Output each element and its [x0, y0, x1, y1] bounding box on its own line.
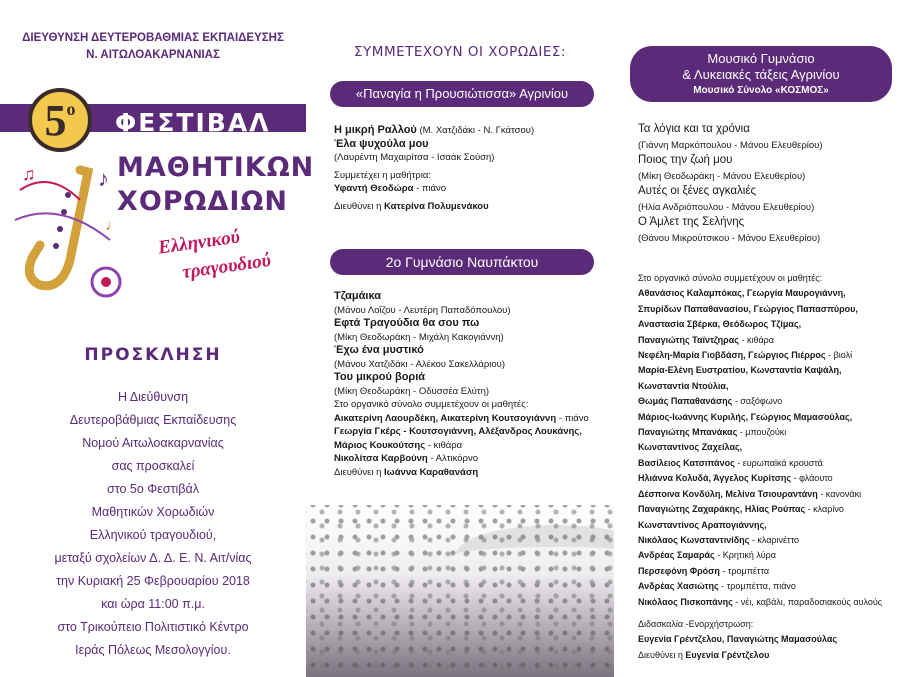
- director-name: Ιωάννα Καραθανάση: [384, 466, 479, 478]
- song-credit: (Μάνου Χατζιδάκι - Αλέκου Σακελλάριου): [334, 358, 505, 370]
- org-line-1: ΔΙΕΥΘΥΝΣΗ ΔΕΥΤΕΡΟΒΑΘΜΙΑΣ ΕΚΠΑΙΔΕΥΣΗΣ: [22, 32, 284, 44]
- school-program: [638, 122, 903, 246]
- invite-line: Δευτεροβάθμιας Εκπαίδευσης: [69, 413, 237, 427]
- song-title: Αυτές οι ξένες αγκαλιές: [638, 185, 757, 197]
- festival-title-line3: ΧΟΡΩΔΙΩΝ: [117, 186, 289, 217]
- participant-label: Συμμετέχει η μαθήτρια:: [334, 169, 432, 181]
- section-title: ΣΥΜΜΕΤΕΧΟΥΝ ΟΙ ΧΟΡΩΔΙΕΣ:: [354, 44, 566, 60]
- song-title: Έλα ψυχούλα μου: [334, 137, 429, 150]
- member-names: Αικατερίνη Λαουρδέκη, Αικατερίνη Κουτσογιάννη: [334, 412, 557, 424]
- list-item: Κωνσταντία Ντούλια,: [638, 380, 729, 391]
- member-role: - Αλτικόρνο: [427, 453, 478, 464]
- organization-header: [0, 30, 306, 64]
- school-name-line1: Μουσικό Γυμνάσιο: [707, 51, 815, 66]
- song-title: Έχω ένα μυστικό: [334, 344, 424, 356]
- invite-line: Ελληνικού τραγουδιού,: [89, 528, 217, 542]
- list-item: Μάριος-Ιωάννης Κυριλής, Γεώργιος Μαμασούλας,: [638, 411, 853, 422]
- ensemble-members: [638, 271, 906, 663]
- song-credit: (Μίκη Θεοδωράκη - Μιχάλη Κακογιάννη): [334, 331, 504, 343]
- list-item: Περσεφόνη Φρόση - τρομπέττα: [638, 565, 770, 576]
- director-label: Διευθύνει η: [638, 649, 686, 660]
- school-name-line2: & Λυκειακές τάξεις Αγρινίου: [682, 67, 840, 82]
- festival-number-badge: 5 $^o$: [28, 88, 92, 152]
- festival-title-line2: ΜΑΘΗΤΙΚΩΝ: [117, 152, 315, 183]
- list-item: Ανδρέας Σαμαράς - Κρητική λύρα: [638, 550, 776, 561]
- invite-line: σας προσκαλεί: [111, 459, 195, 473]
- school-header: [630, 46, 892, 102]
- choir-1-program: [334, 124, 604, 213]
- list-item: Βασίλειος Κατσιπάνος - ευρωπαϊκά κρουστά: [638, 457, 823, 468]
- choir-2-program: [334, 290, 604, 479]
- song-credit: (Μάνου Λοΐζου - Λευτέρη Παπαδόπουλου): [334, 304, 511, 316]
- list-item: Θωμάς Παπαθανάσης - σαξόφωνο: [638, 396, 783, 407]
- list-item: Νικόλαος Κωνσταντινίδης - κλαρινέττο: [638, 534, 800, 545]
- list-item: Ηλιάννα Κολυδά, Άγγελος Κυρίτσης - φλάουτο: [638, 473, 833, 484]
- director-label: Διευθύνει η: [334, 200, 385, 212]
- svg-text:♩: ♩: [105, 217, 121, 234]
- member-names: Γεωργία Γκέρς - Κουτσογιάννη, Αλέξανδρος Λουκάνης,: [334, 426, 582, 437]
- song-title: Ο Άμλετ της Σελήνης: [638, 216, 745, 228]
- song-title: Τα λόγια και τα χρόνια: [638, 123, 750, 135]
- list-item: Δέσποινα Κονδύλη, Μελίνα Τσιουραντάνη - κανονάκι: [638, 488, 862, 499]
- left-panel: [0, 0, 315, 677]
- choir-1-header: «Παναγία η Προυσιώτισσα» Αγρινίου: [330, 81, 594, 107]
- song-title: Ποιος την ζωή μου: [638, 154, 733, 166]
- song-credit: (Ηλία Ανδριόπουλου - Μάνου Ελευθερίου): [638, 201, 815, 213]
- org-line-2: Ν. ΑΙΤΩΛΟΑΚΑΡΝΑΝΙΑΣ: [86, 49, 220, 61]
- director-name: Κατερίνα Πολυμενάκου: [384, 200, 489, 212]
- invite-line: Ιεράς Πόλεως Μεσολογγίου.: [75, 643, 231, 657]
- member-role: - πιάνο: [556, 412, 589, 424]
- song-title: Η μικρή Ραλλού: [334, 124, 417, 136]
- song-credit: (Μίκη Θεοδωράκη - Μάνου Ελευθερίου): [638, 170, 806, 182]
- festival-subtitle-1: Ελληνικού: [156, 226, 242, 259]
- song-credit: (Λαυρέντη Μαχαιρίτσα - Ισαάκ Σούση): [334, 152, 495, 163]
- ensemble-label: Στο οργανικό σύνολο συμμετέχουν οι μαθητές:: [334, 399, 529, 410]
- middle-panel: [306, 0, 614, 677]
- invite-line: Μαθητικών Χορωδιών: [91, 505, 215, 519]
- member-names: Νικολίτσα Καρβούνη: [334, 453, 428, 464]
- participant-role: - πιάνο: [413, 183, 447, 194]
- list-item: Σπυρίδων Παπαθανασίου, Γεώργιος Παπασπύρου,: [638, 303, 858, 314]
- list-item: Αθανάσιος Καλαμπόκας, Γεωργία Μαυρογιάννη,: [638, 288, 846, 299]
- invite-line: μεταξύ σχολείων Δ. Δ. Ε. Ν. Αιτ/νίας: [54, 551, 252, 565]
- list-item: Παναγιώτης Ταϊντζηρας - κιθάρα: [638, 334, 774, 345]
- invite-line: Η Διεύθυνση: [117, 390, 189, 404]
- invitation-title: ΠΡΟΣΚΛΗΣΗ: [84, 345, 222, 365]
- list-item: Ανδρέας Χασιώτης - τρομπέττα, πιάνο: [638, 581, 796, 592]
- list-item: Νεφέλη-Μαρία Γιοβδάση, Γεώργιος Πιέρρος - βιολί: [638, 350, 853, 361]
- invite-line: Νομού Αιτωλοακαρνανίας: [82, 436, 224, 450]
- director-label: Διευθύνει η: [334, 466, 385, 478]
- invitation-text: [0, 386, 306, 662]
- member-names: Μάριος Κουκούτσης: [334, 439, 426, 451]
- invite-line: και ώρα 11:00 π.μ.: [101, 597, 205, 611]
- svg-text:♪: ♪: [98, 166, 109, 191]
- list-item: Μαρία-Ελένη Ευστρατίου, Κωνσταντία Καψάλη,: [638, 365, 842, 376]
- song-credit: (Μίκη Θεοδωράκη - Οδυσσέα Ελύτη): [334, 385, 490, 397]
- list-item: Αναστασία Σβέρκα, Θεόδωρος Τζίμας,: [638, 319, 802, 330]
- right-panel: [614, 0, 909, 677]
- list-item: Κωνσταντίνος Αραπογιάννης,: [638, 519, 767, 530]
- participant-name: Υφαντή Θεοδώρα: [334, 183, 414, 194]
- invite-line: στο 5ο Φεστιβάλ: [107, 482, 199, 496]
- song-title: Τζαμάικα: [334, 290, 382, 302]
- festival-title: ΦΕΣΤΙΒΑΛ: [115, 108, 271, 137]
- invite-line: στο Τρικούπειο Πολιτιστικό Κέντρο: [57, 620, 249, 634]
- saxophone-music-art: [10, 150, 130, 310]
- teaching-label: Διδασκαλία -Ενορχήστρωση:: [638, 618, 754, 629]
- choir-2-header: 2ο Γυμνάσιο Ναυπάκτου: [330, 249, 594, 275]
- member-role: - κιθάρα: [425, 439, 463, 451]
- choir-photo: [306, 505, 614, 677]
- list-item: Νικόλαος Πισκοπάνης - νέι, καβάλι, παραδοσιακούς αυλούς: [638, 596, 883, 607]
- song-credit: (Θάνου Μικρούτσικου - Μάνου Ελευθερίου): [638, 232, 821, 244]
- teachers: Ευγενία Γρέντζελου, Παναγιώτης Μαμασούλας: [638, 634, 838, 645]
- list-item: Παναγιώτης Μπανάκας - μπουζούκι: [638, 427, 787, 438]
- svg-text:♫: ♫: [22, 164, 36, 184]
- list-item: Κωνσταντίνος Ζαχείλας,: [638, 442, 743, 453]
- director-name: Ευγενία Γρέντζελου: [685, 649, 770, 660]
- song-title: Του μικρού βοριά: [334, 371, 426, 383]
- ensemble-name: Μουσικό Σύνολο «ΚΟΣΜΟΣ»: [693, 85, 829, 96]
- festival-subtitle-2: τραγουδιού: [180, 249, 273, 284]
- song-title: Εφτά Τραγούδια θα σου πω: [334, 317, 480, 329]
- song-credit: (Μ. Χατζιδάκι - Ν. Γκάτσου): [419, 125, 535, 136]
- invite-line: την Κυριακή 25 Φεβρουαρίου 2018: [56, 574, 250, 588]
- list-item: Παναγιώτης Ζαχαράκης, Ηλίας Ρούπας - κλαρίνο: [638, 504, 844, 515]
- ensemble-label: Στο οργανικό σύνολο συμμετέχουν οι μαθητές:: [638, 273, 823, 283]
- song-credit: (Γιάννη Μαρκόπουλου - Μάνου Ελευθερίου): [638, 139, 823, 151]
